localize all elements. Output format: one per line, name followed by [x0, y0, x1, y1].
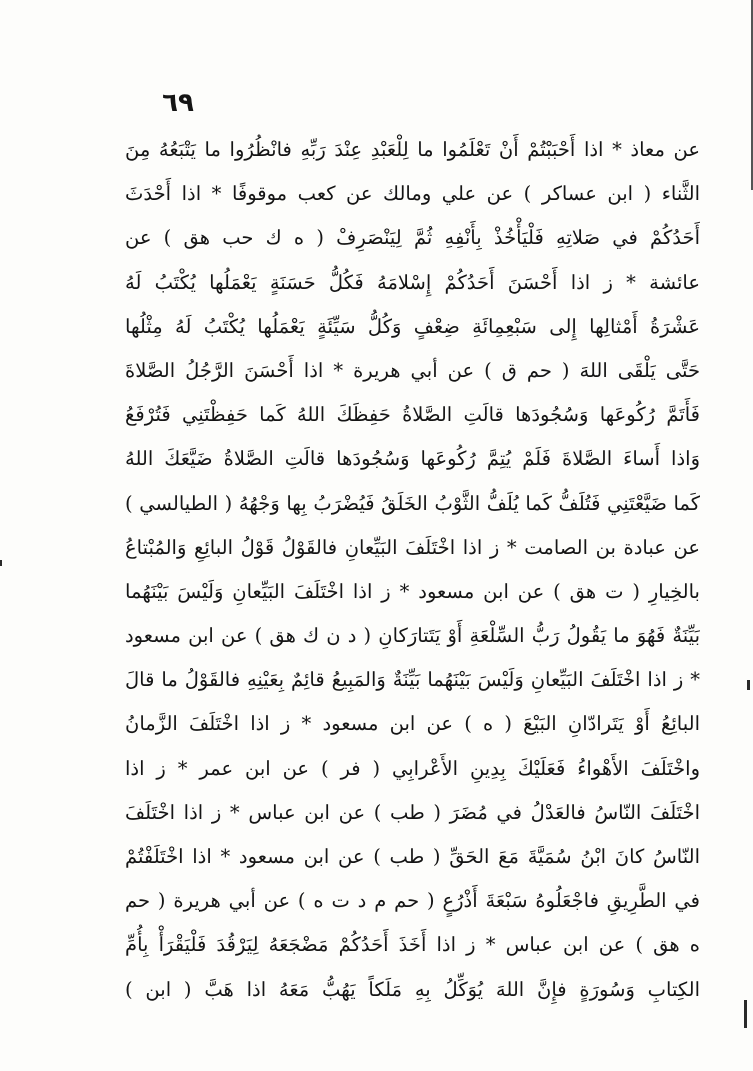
text-line: بالخِيارِ ( ت هق ) عن ابن مسعود * ز اذا اخْتَلَفَ البَيِّعانِ وَلَيْسَ بَيْنَهُما: [125, 579, 700, 603]
text-line: * ز اذا اخْتَلَفَ البَيِّعانِ وَلَيْسَ بَيْنَهُما بَيِّنَةٌ وَالمَبِيعُ قائِمٌ بِعَيْنِهِ فالقَوْلُ ما قالَ: [125, 668, 700, 692]
text-line: اخْتَلَفَ النّاسُ فالعَدْلُ في مُضَرَ ( طب ) عن ابن عباس * ز اذا اخْتَلَفَ: [125, 800, 700, 824]
text-line: واخْتَلَفَ الأَهْواءُ فَعَلَيْكَ بِدِينِ الأَعْرابِي ( فر ) عن ابن عمر * ز اذا: [125, 756, 700, 780]
page-number: ٦٩: [162, 88, 194, 118]
text-line: عن عبادة بن الصامت * ز اذا اخْتَلَفَ البَيِّعانِ فالقَوْلُ قَوْلُ البائِعِ وَالمُبْتاعُ: [125, 535, 700, 559]
text-line: أَحَدُكُمْ في صَلاتِهِ فَلْيَأْخُذْ بِأَنْفِهِ ثُمَّ لِيَنْصَرِفْ ( ه ك حب هق ) عن: [125, 226, 700, 250]
text-line: عائشة * ز اذا أَحْسَنَ أَحَدُكُمْ إِسْلامَهُ فَكُلُّ حَسَنَةٍ يَعْمَلُها يُكْتَبُ لَهُ: [125, 270, 700, 294]
text-line: ه هق ) عن ابن عباس * ز اذا أَخَذَ أَحَدُكُمْ مَضْجَعَهُ لِيَرْقُدَ فَلْيَقْرَأْ بِأُمِّ: [125, 933, 700, 957]
text-line: الكِتابِ وَسُورَةٍ فإِنَّ اللهَ يُوَكِّلُ بِهِ مَلَكاً يَهُبُّ مَعَهُ اذا هَبَّ ( ابن ): [125, 977, 700, 1001]
scan-edge-mark: [0, 560, 2, 566]
text-line: وَاذا أَساءَ الصَّلاةَ فَلَمْ يُتِمَّ رُكُوعَها وَسُجُودَها قالَتِ الصَّلاةُ ضَيَّعَكَ اللهُ: [125, 447, 700, 471]
text-line: كَما ضَيَّعْتَنِي فَتُلَفُّ كَما يُلَفُّ الثَّوْبُ الخَلَقُ فَيُضْرَبُ بِها وَجْهُهُ ( الطيالسي ): [125, 491, 700, 515]
text-line: الثَّناء ( ابن عساكر ) عن علي ومالك عن كعب موقوفًا * اذا أَحْدَثَ: [125, 182, 700, 206]
text-line: عَشْرَةُ أَمْثالِها إِلى سَبْعِمِائَةِ ضِعْفٍ وَكُلُّ سَيِّئَةٍ يَعْمَلُها يُكْتَبُ لَهُ مِثْلُها: [125, 314, 700, 338]
text-line: حَتَّى يَلْقَى اللهَ ( حم ق ) عن أبي هريرة * اذا أَحْسَنَ الرَّجُلُ الصَّلاةَ: [125, 358, 700, 382]
text-line: في الطَّرِيقِ فاجْعَلُوهُ سَبْعَةَ أَذْرُعٍ ( حم م د ت ه ) عن أبي هريرة ( حم: [125, 889, 700, 913]
text-line: فَأَتَمَّ رُكُوعَها وَسُجُودَها قالَتِ الصَّلاةُ حَفِظَكَ اللهُ كَما حَفِظْتَنِي فَتُرْفَعُ: [125, 403, 700, 427]
page-body-text: [125, 128, 700, 1012]
text-line: البائِعُ أَوْ يَتَرادّانِ البَيْعَ ( ه ) عن ابن مسعود * ز اذا اخْتَلَفَ الزَّمانُ: [125, 712, 700, 736]
scan-edge-mark: [747, 680, 750, 690]
text-line: عن معاذ * اذا أَحْبَبْتُمْ أَنْ تَعْلَمُوا ما لِلْعَبْدِ عِنْدَ رَبِّهِ فانْظُرُوا ما يَتْبَعُهُ مِنَ: [125, 138, 700, 161]
text-line: بَيِّنَةٌ فَهُوَ ما يَقُولُ رَبُّ السِّلْعَةِ أَوْ يَتَتارَكانِ ( د ن ك هق ) عن ابن مسعود: [125, 624, 700, 648]
text-line: النّاسُ كانَ ابْنُ سُمَيَّةَ مَعَ الحَقِّ ( طب ) عن ابن مسعود * اذا اخْتَلَفْتُمْ: [125, 845, 700, 868]
scan-edge-mark: [744, 1000, 747, 1028]
